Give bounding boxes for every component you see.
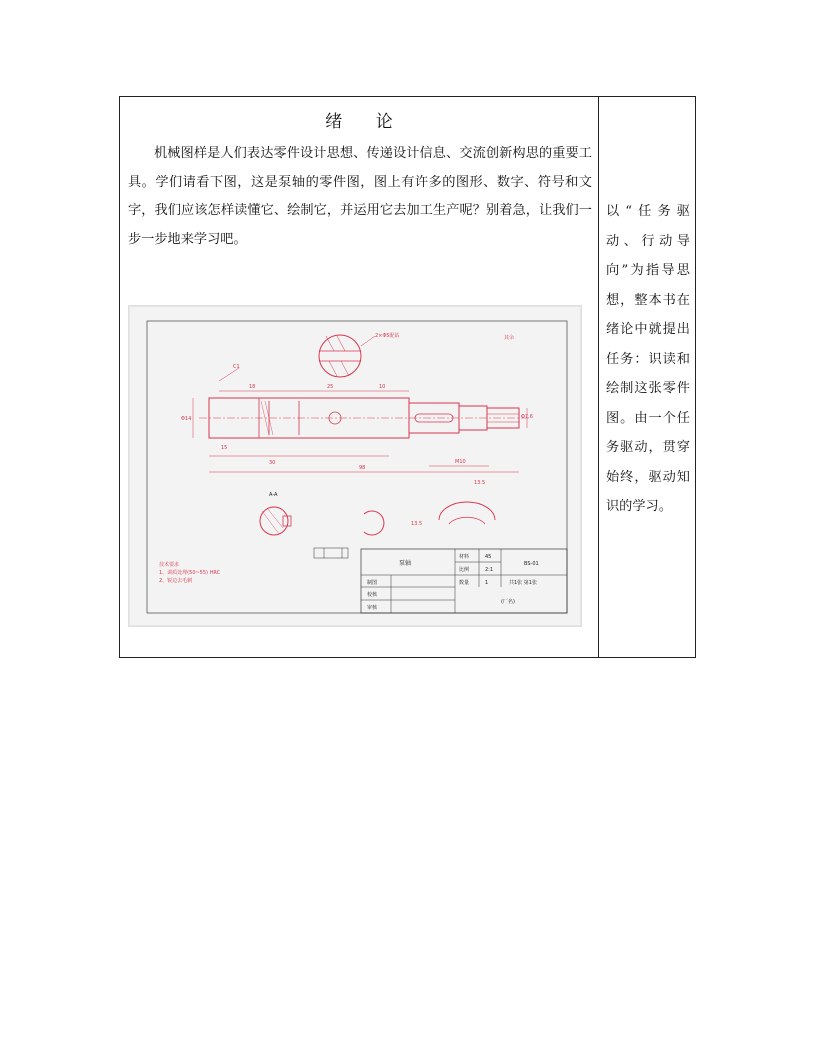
svg-text:13.5: 13.5	[474, 480, 486, 486]
svg-text:2:1: 2:1	[485, 567, 494, 573]
svg-text:25: 25	[327, 384, 334, 390]
svg-text:泵轴: 泵轴	[399, 560, 412, 567]
svg-text:C1: C1	[233, 364, 240, 370]
tolerance-frame	[314, 548, 348, 558]
svg-text:数量: 数量	[459, 580, 470, 586]
top-section-view	[319, 332, 400, 377]
intro-paragraph: 机械图样是人们表达零件设计思想、传递设计信息、交流创新构思的重要工具。学们请看下图，这是泵轴的零件图，图上有许多的图形、数字、符号和文字，我们应该怎样读懂它、绘制它，并运用它去加工生产呢？别着急，让我们一步一步地来学习吧。	[128, 146, 592, 247]
svg-text:BS-01: BS-01	[524, 561, 539, 567]
svg-text:10: 10	[379, 384, 386, 390]
svg-text:18: 18	[249, 384, 256, 390]
svg-text:审核: 审核	[367, 605, 378, 611]
drawing-svg	[129, 306, 581, 626]
svg-text:30: 30	[269, 460, 276, 466]
dimension-lines	[181, 364, 533, 486]
page-title: 绪 论	[325, 112, 407, 132]
svg-text:1: 1	[485, 580, 489, 586]
svg-text:技术要求: 技术要求	[159, 562, 180, 568]
svg-text:98: 98	[359, 465, 366, 471]
svg-text:M10: M10	[455, 459, 466, 465]
technical-notes	[159, 561, 221, 584]
roughness-other-label: 其余	[504, 335, 515, 341]
shaft-main-view	[199, 398, 529, 438]
svg-text:13.5: 13.5	[411, 521, 423, 527]
svg-text:Φ7.6: Φ7.6	[521, 414, 533, 420]
section-a-label: A-A	[269, 492, 278, 498]
section-views	[260, 492, 495, 535]
svg-text:2、锐边去毛刺: 2、锐边去毛刺	[159, 578, 193, 584]
svg-text:比例: 比例	[459, 567, 470, 573]
svg-text:校核: 校核	[367, 592, 378, 598]
svg-text:(厂名): (厂名)	[501, 599, 515, 605]
pump-shaft-drawing	[128, 305, 582, 627]
svg-text:1、调质处理(50~55) HRC: 1、调质处理(50~55) HRC	[159, 570, 221, 576]
svg-text:共1张 第1张: 共1张 第1张	[509, 580, 537, 586]
document-frame	[119, 96, 696, 658]
svg-text:Φ14: Φ14	[181, 416, 192, 422]
svg-text:45: 45	[485, 554, 492, 560]
title-block	[361, 549, 567, 613]
column-divider	[598, 97, 599, 657]
svg-text:材料: 材料	[459, 554, 470, 560]
drill-note: 2×Φ5配钻	[375, 333, 400, 339]
side-note: 以“任务驱动、行动导向”为指导思想，整本书在绪论中就提出任务：识读和绘制这张零件图。由一个任务驱动，贯穿始终，驱动知识的学习。	[606, 204, 690, 514]
svg-text:制图: 制图	[367, 580, 378, 586]
svg-text:15: 15	[221, 445, 228, 451]
